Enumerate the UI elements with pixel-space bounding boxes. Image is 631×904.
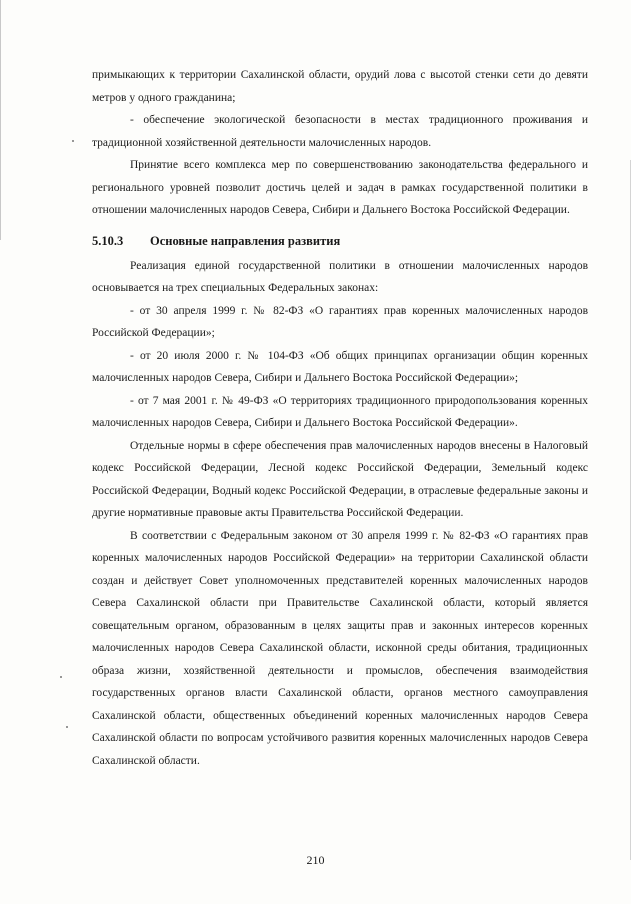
paragraph: - обеспечение экологической безопасности в местах традиционного проживания и традиционной хозяйственной деятельности малочисленных народов. [92,114,588,149]
section-heading [92,231,588,251]
paragraph: - от 30 апреля 1999 г. № 82-ФЗ «О гарантиях прав коренных малочисленных народов Российской Федерации»; [92,304,588,339]
paragraph: примыкающих к территории Сахалинской области, орудий лова с высотой стенки сети до девяти метров у одного гражданина; [92,69,588,104]
scan-edge-left [0,0,1,240]
scan-speck [66,726,68,728]
page-number: 210 [306,853,325,867]
paragraph: Реализация единой государственной политики в отношении малочисленных народов основывается на трех специальных Федеральных законах: [92,259,588,294]
section-number: 5.10.3 [92,233,124,248]
paragraph: Отдельные нормы в сфере обеспечения прав малочисленных народов внесены в Налоговый кодекс Российской Федерации, Лесной кодекс Российской Федерации, Земельный кодекс Российской Федерации, Водный кодекс Российской Федерации, в отраслевые федеральные законы и другие нормативные правовые акты Правительства Российской Федерации. [92,439,588,519]
section-title: Основные направления развития [150,233,341,248]
paragraph: Принятие всего комплекса мер по совершенствованию законодательства федерального и регионального уровней позволит достичь целей и задач в рамках государственной политики в отношении малочисленных народов Севера, Сибири и Дальнего Востока Российской Федерации. [92,159,588,216]
scan-speck [60,676,62,678]
paragraph: В соответствии с Федеральным законом от 30 апреля 1999 г. № 82-ФЗ «О гарантиях прав коренных малочисленных народов Российской Федерации» на территории Сахалинской области создан и действует Совет уполномоченных представителей коренных малочисленных народов Севера Сахалинской области при Правительстве Сахалинской области, который является совещательным органом, образованным в целях защиты прав и законных интересов коренных малочисленных народов Севера Сахалинской области, исконной среды обитания, традиционных образа жизни, хозяйственной деятельности и промыслов, обеспечения взаимодействия государственных органов власти Сахалинской области, органов местного самоуправления Сахалинской области, общественных объединений коренных малочисленных народов Севера Сахалинской области по вопросам устойчивого развития коренных малочисленных народов Севера Сахалинской области. [92,529,588,767]
paragraph: - от 20 июля 2000 г. № 104-ФЗ «Об общих принципах организации общин коренных малочисленных народов Севера, Сибири и Дальнего Востока Российской Федерации»; [92,349,588,384]
scan-speck [72,140,74,142]
paragraph: - от 7 мая 2001 г. № 49-ФЗ «О территориях традиционного природопользования коренных малочисленных народов Севера, Сибири и Дальнего Востока Российской Федерации». [92,394,588,429]
body-text [92,64,588,772]
